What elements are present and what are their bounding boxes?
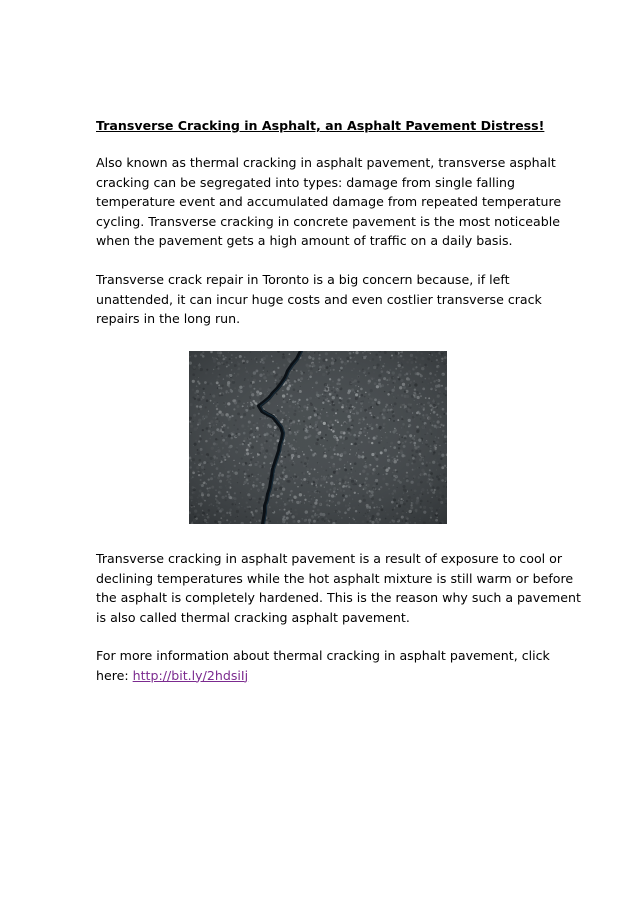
paragraph-more-info [96,646,550,685]
image-vignette [189,351,447,524]
asphalt-crack-image [189,351,447,524]
paragraph-cause [96,549,581,627]
link-line [96,666,546,686]
text-line: For more information about thermal cracking in asphalt pavement, click [96,648,550,663]
text-line: temperature event and accumulated damage from repeated temperature [96,194,562,210]
text-line: Transverse crack repair in Toronto is a big concern because, if left [96,272,510,287]
paragraph-intro [96,153,562,251]
text-line: the asphalt is completely hardened. This is the reason why such a pavement [96,590,581,606]
document-title: Transverse Cracking in Asphalt, an Asphalt Pavement Distress! [96,118,545,133]
text-line: declining temperatures while the hot asphalt mixture is still warm or before [96,570,574,586]
paragraph-repair [96,270,546,329]
text-line: unattended, it can incur huge costs and even costlier transverse crack [96,291,542,307]
text-line: when the pavement gets a high amount of traffic on a daily basis. [96,233,513,249]
text-line: cycling. Transverse cracking in concrete pavement is the most noticeable [96,213,560,229]
text-line: Transverse cracking in asphalt pavement is a result of exposure to cool or [96,551,563,566]
text-line: is also called thermal cracking asphalt pavement. [96,609,410,625]
more-info-link[interactable]: http://bit.ly/2hdsiIj [132,667,249,683]
text-line: Also known as thermal cracking in asphalt pavement, transverse asphalt [96,155,556,170]
asphalt-crack-photo [189,351,447,524]
text-line: repairs in the long run. [96,311,241,327]
link-prefix: here: [96,667,133,683]
text-line: cracking can be segregated into types: damage from single falling [96,174,515,190]
